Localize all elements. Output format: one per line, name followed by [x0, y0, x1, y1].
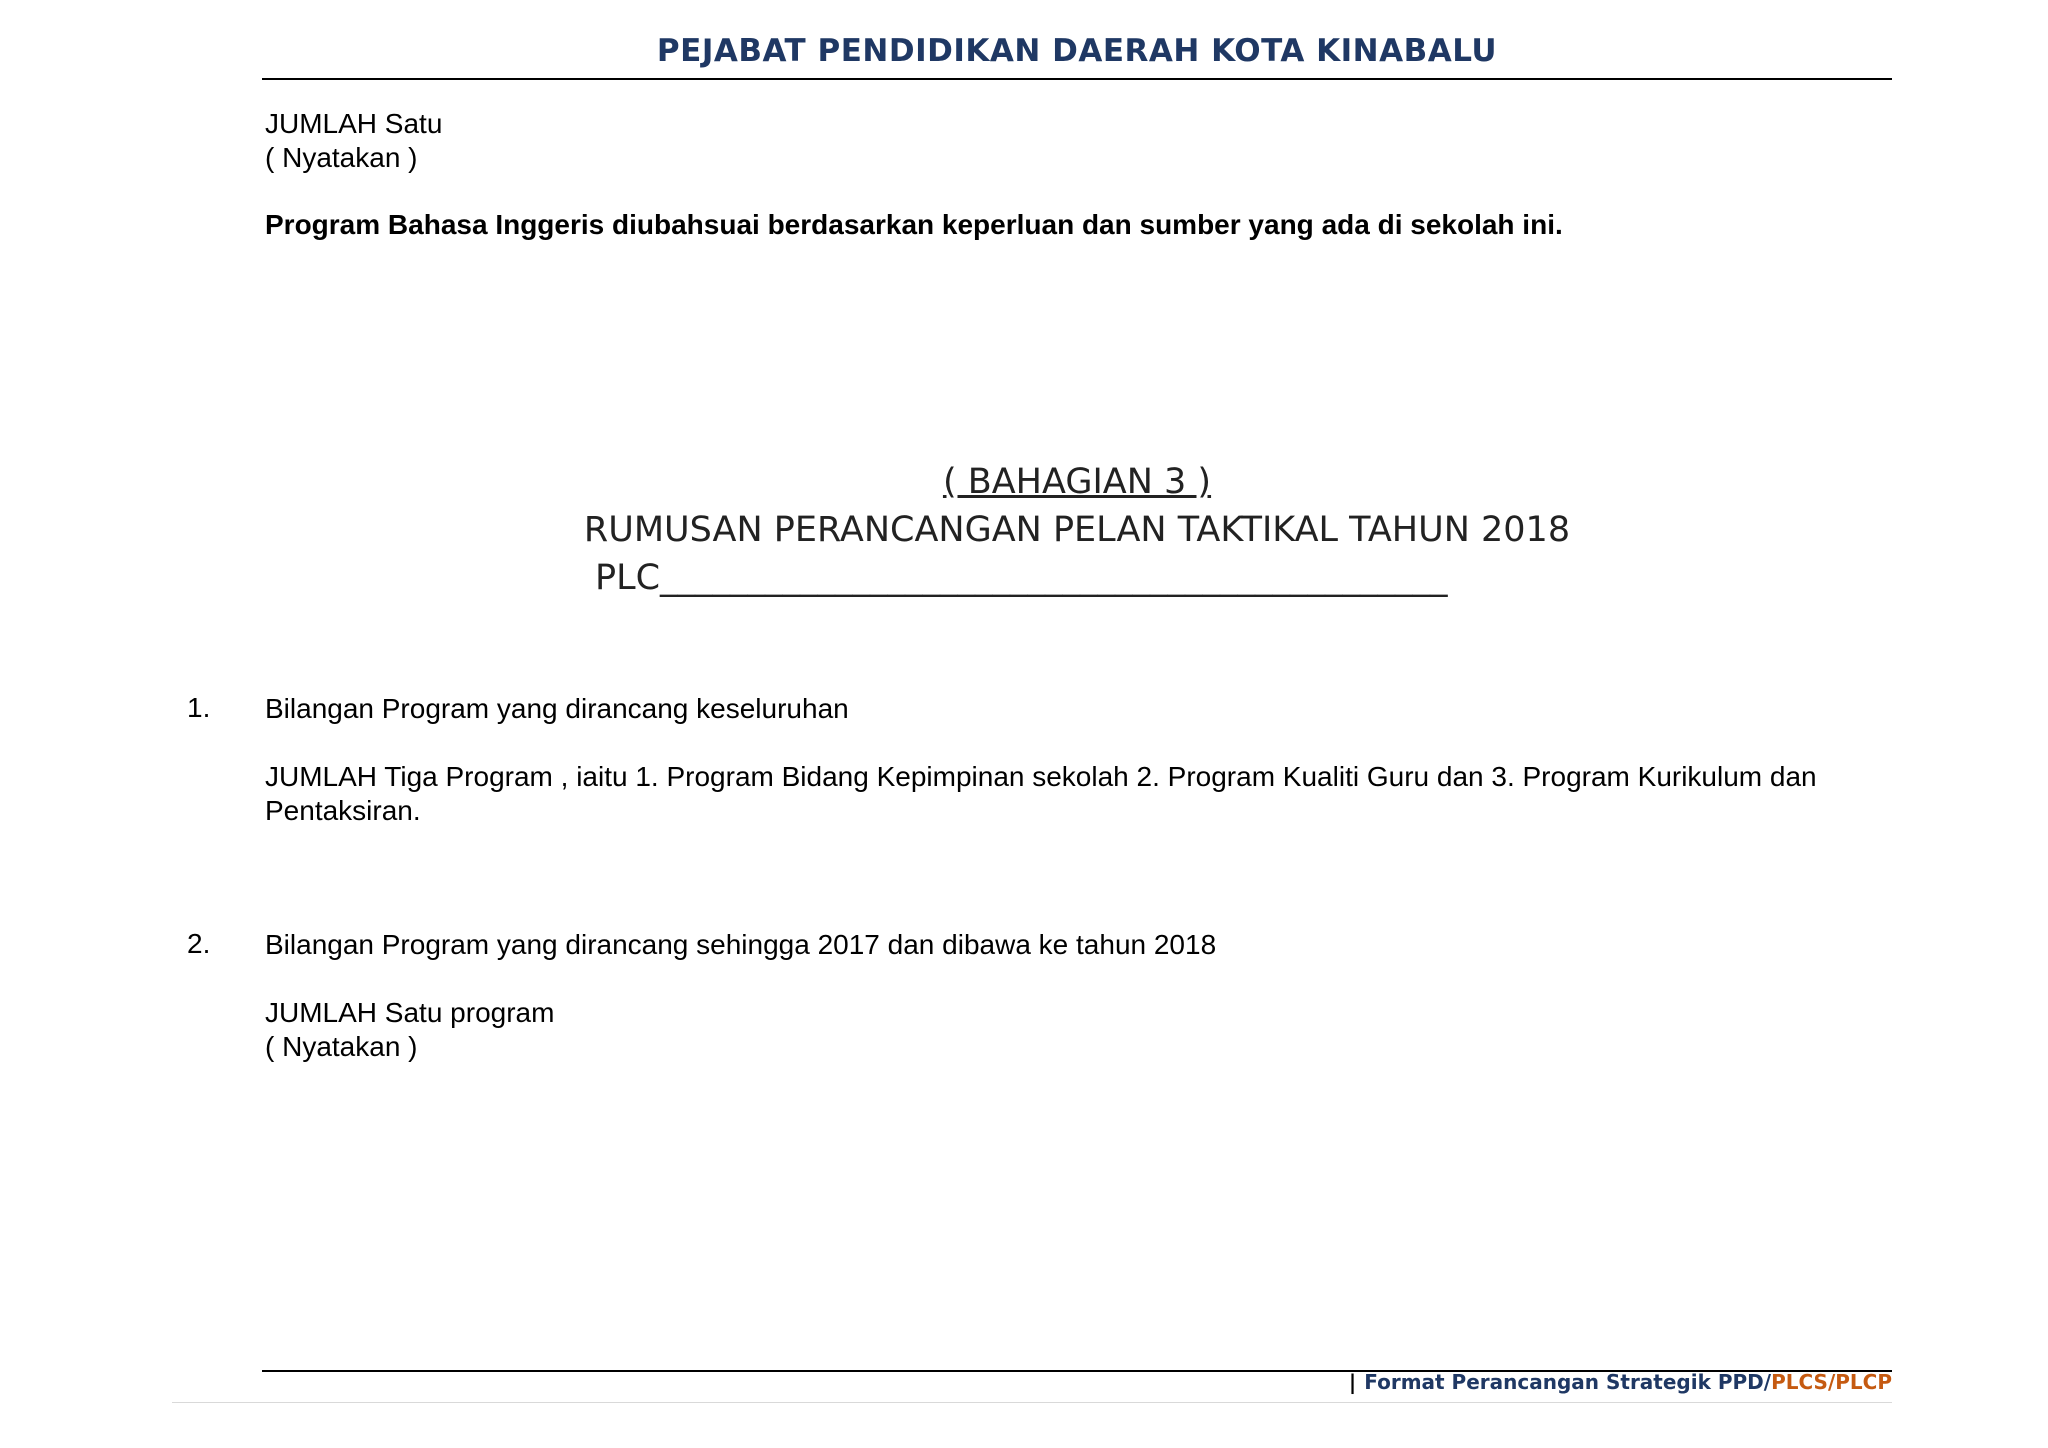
item-2-number: 2. — [187, 928, 211, 959]
plc-line: PLC_____________________________________________ — [595, 558, 1448, 598]
top-nyatakan: ( Nyatakan ) — [265, 142, 418, 173]
item-2-note: ( Nyatakan ) — [265, 1031, 418, 1062]
footer-separator: | — [1348, 1370, 1357, 1394]
item-2-answer: JUMLAH Satu program — [265, 997, 555, 1028]
footer-highlight: PLCS/PLCP — [1771, 1370, 1892, 1394]
section-part-heading: ( BAHAGIAN 3 ) — [942, 462, 1212, 502]
item-1-question: Bilangan Program yang dirancang keseluruhan — [265, 693, 849, 724]
footer-light-rule — [172, 1402, 1892, 1403]
program-statement: Program Bahasa Inggeris diubahsuai berdasarkan keperluan dan sumber yang ada di sekolah ini. — [265, 209, 1563, 240]
top-jumlah: JUMLAH Satu — [265, 108, 443, 139]
header-rule — [262, 78, 1892, 80]
page-header-title: PEJABAT PENDIDIKAN DAERAH KOTA KINABALU — [656, 33, 1498, 69]
section-title: RUMUSAN PERANCANGAN PELAN TAKTIKAL TAHUN 2018 — [583, 510, 1571, 550]
item-2-question: Bilangan Program yang dirancang sehingga 2017 dan dibawa ke tahun 2018 — [265, 929, 1217, 960]
item-1-answer: JUMLAH Tiga Program , iaitu 1. Program Bidang Kepimpinan sekolah 2. Program Kualiti Guru dan 3. Program Kurikulum dan Pentaksiran. — [265, 761, 1817, 826]
footer-text: Format Perancangan Strategik PPD/ — [1364, 1370, 1772, 1394]
page-footer — [1349, 1370, 1892, 1394]
item-1-number: 1. — [187, 692, 211, 723]
